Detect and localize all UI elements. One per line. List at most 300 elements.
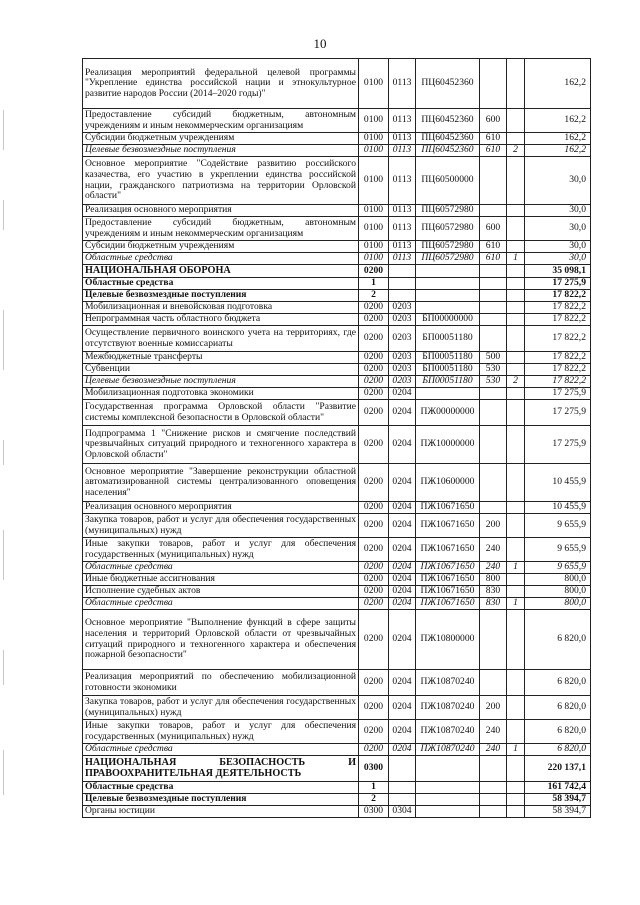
row-name: Целевые безвозмездные поступления xyxy=(83,794,359,806)
table-row xyxy=(83,562,591,574)
row-name: Подпрограмма 1 "Снижение рисков и смягчение последствий чрезвычайных ситуаций природного и техногенного характера в Орловской области" xyxy=(83,426,359,464)
row-name: Непрограммная часть областного бюджета xyxy=(83,314,359,326)
table-row xyxy=(83,290,591,302)
funding-source-code xyxy=(507,109,525,133)
section-code: 0300 xyxy=(359,806,389,818)
table-row xyxy=(83,376,591,388)
section-code: 0200 xyxy=(359,562,389,574)
expense-type-code: 240 xyxy=(480,744,507,756)
row-name: Мобилизационная и вневойсковая подготовка xyxy=(83,302,359,314)
funding-source-code xyxy=(507,514,525,538)
section-code: 1 xyxy=(359,782,389,794)
table-row xyxy=(83,352,591,364)
subsection-code: 0204 xyxy=(389,426,416,464)
row-name: Областные средства xyxy=(83,562,359,574)
subsection-code: 0204 xyxy=(389,610,416,670)
section-code: 0200 xyxy=(359,314,389,326)
section-code: 0200 xyxy=(359,744,389,756)
table-row xyxy=(83,241,591,253)
table-row xyxy=(83,364,591,376)
section-code: 0100 xyxy=(359,109,389,133)
amount: 800,0 xyxy=(525,586,591,598)
table-row xyxy=(83,302,591,314)
subsection-code xyxy=(389,782,416,794)
table-row xyxy=(83,314,591,326)
amount: 17 275,9 xyxy=(525,388,591,400)
row-name: Предоставление субсидий бюджетным, автономным учреждениям и иным некоммерческим организациям xyxy=(83,217,359,241)
subsection-code: 0113 xyxy=(389,157,416,205)
target-article-code: ПЖ10870240 xyxy=(416,720,480,744)
row-name: Реализация мероприятий по обеспечению мобилизационной готовности экономики xyxy=(83,670,359,696)
expense-type-code xyxy=(480,157,507,205)
expense-type-code: 200 xyxy=(480,514,507,538)
subsection-code: 0113 xyxy=(389,205,416,217)
expense-type-code: 240 xyxy=(480,720,507,744)
section-code: 2 xyxy=(359,794,389,806)
expense-type-code xyxy=(480,400,507,426)
table-row xyxy=(83,400,591,426)
table-row xyxy=(83,217,591,241)
row-name: Основное мероприятие "Выполнение функций в сфере защиты населения и территорий Орловской области от чрезвычайных ситуаций природного и техногенного характера и обеспечения пожарной безопасности" xyxy=(83,610,359,670)
target-article-code: ПЖ10671650 xyxy=(416,538,480,562)
row-name: Целевые безвозмездные поступления xyxy=(83,290,359,302)
subsection-code xyxy=(389,290,416,302)
funding-source-code: 1 xyxy=(507,744,525,756)
table-row xyxy=(83,756,591,782)
subsection-code: 0204 xyxy=(389,574,416,586)
section-code: 0100 xyxy=(359,253,389,265)
target-article-code: ПЦ60452360 xyxy=(416,133,480,145)
row-name: НАЦИОНАЛЬНАЯ БЕЗОПАСНОСТЬ И ПРАВООХРАНИТЕЛЬНАЯ ДЕЯТЕЛЬНОСТЬ xyxy=(83,756,359,782)
section-code: 0200 xyxy=(359,426,389,464)
expense-type-code: 830 xyxy=(480,598,507,610)
amount: 17 822,2 xyxy=(525,376,591,388)
table-row xyxy=(83,464,591,502)
table-row xyxy=(83,157,591,205)
section-code: 0200 xyxy=(359,326,389,352)
subsection-code: 0204 xyxy=(389,720,416,744)
expense-type-code xyxy=(480,502,507,514)
expense-type-code: 240 xyxy=(480,538,507,562)
target-article-code: ПЖ10671650 xyxy=(416,598,480,610)
amount: 17 822,2 xyxy=(525,302,591,314)
target-article-code: ПЖ10870240 xyxy=(416,696,480,720)
section-code: 0200 xyxy=(359,400,389,426)
table-row xyxy=(83,586,591,598)
funding-source-code: 1 xyxy=(507,598,525,610)
row-name: Реализация основного мероприятия xyxy=(83,502,359,514)
section-code: 0100 xyxy=(359,157,389,205)
target-article-code xyxy=(416,278,480,290)
subsection-code xyxy=(389,265,416,278)
budget-table xyxy=(82,58,591,818)
row-name: Реализация основного мероприятия xyxy=(83,205,359,217)
funding-source-code: 2 xyxy=(507,376,525,388)
amount: 35 098,1 xyxy=(525,265,591,278)
subsection-code: 0113 xyxy=(389,241,416,253)
expense-type-code xyxy=(480,794,507,806)
target-article-code: ПЖ10671650 xyxy=(416,586,480,598)
amount: 162,2 xyxy=(525,109,591,133)
expense-type-code: 610 xyxy=(480,145,507,157)
amount: 17 822,2 xyxy=(525,364,591,376)
section-code: 0200 xyxy=(359,376,389,388)
subsection-code: 0204 xyxy=(389,502,416,514)
expense-type-code xyxy=(480,59,507,109)
target-article-code xyxy=(416,302,480,314)
expense-type-code xyxy=(480,464,507,502)
subsection-code: 0113 xyxy=(389,145,416,157)
amount: 17 275,9 xyxy=(525,400,591,426)
amount: 10 455,9 xyxy=(525,464,591,502)
target-article-code: ПЦ60572980 xyxy=(416,253,480,265)
amount: 30,0 xyxy=(525,205,591,217)
funding-source-code xyxy=(507,59,525,109)
expense-type-code: 610 xyxy=(480,241,507,253)
expense-type-code xyxy=(480,610,507,670)
expense-type-code xyxy=(480,326,507,352)
target-article-code: ПЖ10671650 xyxy=(416,514,480,538)
target-article-code: ПЖ10671650 xyxy=(416,574,480,586)
target-article-code: ПЖ10870240 xyxy=(416,670,480,696)
funding-source-code xyxy=(507,586,525,598)
funding-source-code xyxy=(507,502,525,514)
amount: 9 655,9 xyxy=(525,514,591,538)
section-code: 0200 xyxy=(359,352,389,364)
subsection-code: 0204 xyxy=(389,514,416,538)
expense-type-code xyxy=(480,426,507,464)
subsection-code: 0204 xyxy=(389,538,416,562)
row-name: Областные средства xyxy=(83,278,359,290)
row-name: Осуществление первичного воинского учета на территориях, где отсутствуют военные комиссариаты xyxy=(83,326,359,352)
funding-source-code xyxy=(507,464,525,502)
table-row xyxy=(83,782,591,794)
section-code: 0200 xyxy=(359,538,389,562)
target-article-code xyxy=(416,265,480,278)
subsection-code: 0113 xyxy=(389,253,416,265)
amount: 6 820,0 xyxy=(525,670,591,696)
amount: 17 275,9 xyxy=(525,426,591,464)
amount: 6 820,0 xyxy=(525,720,591,744)
subsection-code: 0203 xyxy=(389,352,416,364)
expense-type-code: 530 xyxy=(480,376,507,388)
expense-type-code xyxy=(480,670,507,696)
funding-source-code: 1 xyxy=(507,562,525,574)
target-article-code: ПЖ10671650 xyxy=(416,502,480,514)
row-name: Субвенции xyxy=(83,364,359,376)
section-code: 0100 xyxy=(359,145,389,157)
amount: 58 394,7 xyxy=(525,794,591,806)
target-article-code xyxy=(416,290,480,302)
section-code: 0100 xyxy=(359,241,389,253)
row-name: Целевые безвозмездные поступления xyxy=(83,145,359,157)
section-code: 1 xyxy=(359,278,389,290)
target-article-code: ПЖ10600000 xyxy=(416,464,480,502)
page-number: 10 xyxy=(313,36,327,51)
expense-type-code: 610 xyxy=(480,133,507,145)
funding-source-code xyxy=(507,720,525,744)
expense-type-code: 500 xyxy=(480,352,507,364)
amount: 220 137,1 xyxy=(525,756,591,782)
section-code: 0200 xyxy=(359,464,389,502)
section-code: 0200 xyxy=(359,574,389,586)
row-name: Иные закупки товаров, работ и услуг для обеспечения государственных (муниципальных) нужд xyxy=(83,538,359,562)
target-article-code: ПЖ10870240 xyxy=(416,744,480,756)
funding-source-code xyxy=(507,400,525,426)
funding-source-code xyxy=(507,756,525,782)
amount: 17 275,9 xyxy=(525,278,591,290)
row-name: Межбюджетные трансферты xyxy=(83,352,359,364)
row-name: Целевые безвозмездные поступления xyxy=(83,376,359,388)
expense-type-code: 610 xyxy=(480,253,507,265)
section-code: 0100 xyxy=(359,59,389,109)
section-code: 0200 xyxy=(359,502,389,514)
target-article-code xyxy=(416,756,480,782)
funding-source-code xyxy=(507,352,525,364)
table-row xyxy=(83,205,591,217)
subsection-code: 0304 xyxy=(389,806,416,818)
amount: 17 822,2 xyxy=(525,290,591,302)
expense-type-code: 530 xyxy=(480,364,507,376)
row-name: Иные бюджетные ассигнования xyxy=(83,574,359,586)
expense-type-code xyxy=(480,388,507,400)
section-code: 0200 xyxy=(359,598,389,610)
table-body xyxy=(83,59,591,818)
expense-type-code: 600 xyxy=(480,109,507,133)
row-name: Реализация мероприятий федеральной целевой программы "Укрепление единства российской нации и этнокультурное развитие народов России (2014–2020 годы)" xyxy=(83,59,359,109)
target-article-code xyxy=(416,782,480,794)
subsection-code: 0113 xyxy=(389,133,416,145)
funding-source-code xyxy=(507,217,525,241)
target-article-code: ПЦ60572980 xyxy=(416,205,480,217)
table-row xyxy=(83,388,591,400)
target-article-code: БП00051180 xyxy=(416,364,480,376)
funding-source-code xyxy=(507,426,525,464)
row-name: Закупка товаров, работ и услуг для обеспечения государственных (муниципальных) нужд xyxy=(83,696,359,720)
table-row xyxy=(83,744,591,756)
amount: 17 822,2 xyxy=(525,352,591,364)
amount: 9 655,9 xyxy=(525,538,591,562)
section-code: 0100 xyxy=(359,217,389,241)
table-row xyxy=(83,133,591,145)
amount: 162,2 xyxy=(525,145,591,157)
funding-source-code xyxy=(507,157,525,205)
section-code: 0200 xyxy=(359,610,389,670)
funding-source-code xyxy=(507,574,525,586)
amount: 6 820,0 xyxy=(525,696,591,720)
target-article-code xyxy=(416,794,480,806)
funding-source-code xyxy=(507,610,525,670)
table-row xyxy=(83,610,591,670)
section-code: 0100 xyxy=(359,133,389,145)
subsection-code xyxy=(389,756,416,782)
subsection-code: 0203 xyxy=(389,326,416,352)
subsection-code: 0203 xyxy=(389,302,416,314)
target-article-code: ПЦ60452360 xyxy=(416,59,480,109)
amount: 10 455,9 xyxy=(525,502,591,514)
expense-type-code: 800 xyxy=(480,574,507,586)
target-article-code: БП00051180 xyxy=(416,326,480,352)
funding-source-code xyxy=(507,696,525,720)
section-code: 0200 xyxy=(359,265,389,278)
target-article-code: ПЦ60500000 xyxy=(416,157,480,205)
table-row xyxy=(83,59,591,109)
funding-source-code xyxy=(507,670,525,696)
expense-type-code xyxy=(480,756,507,782)
amount: 800,0 xyxy=(525,598,591,610)
funding-source-code xyxy=(507,314,525,326)
table-row xyxy=(83,598,591,610)
funding-source-code xyxy=(507,794,525,806)
table-row xyxy=(83,145,591,157)
table-row xyxy=(83,720,591,744)
section-code: 0200 xyxy=(359,514,389,538)
target-article-code xyxy=(416,806,480,818)
subsection-code: 0113 xyxy=(389,109,416,133)
target-article-code: БП00051180 xyxy=(416,352,480,364)
section-code: 0200 xyxy=(359,364,389,376)
expense-type-code xyxy=(480,314,507,326)
funding-source-code xyxy=(507,388,525,400)
expense-type-code: 600 xyxy=(480,217,507,241)
table-row xyxy=(83,253,591,265)
row-name: Областные средства xyxy=(83,253,359,265)
funding-source-code xyxy=(507,302,525,314)
subsection-code: 0113 xyxy=(389,59,416,109)
target-article-code: БП00000000 xyxy=(416,314,480,326)
amount: 30,0 xyxy=(525,157,591,205)
expense-type-code xyxy=(480,782,507,794)
row-name: Закупка товаров, работ и услуг для обеспечения государственных (муниципальных) нужд xyxy=(83,514,359,538)
row-name: Областные средства xyxy=(83,782,359,794)
subsection-code: 0204 xyxy=(389,598,416,610)
subsection-code: 0204 xyxy=(389,670,416,696)
subsection-code: 0204 xyxy=(389,696,416,720)
row-name: Областные средства xyxy=(83,598,359,610)
expense-type-code: 830 xyxy=(480,586,507,598)
target-article-code: ПЦ60572980 xyxy=(416,217,480,241)
target-article-code: ПЖ00000000 xyxy=(416,400,480,426)
table-row xyxy=(83,806,591,818)
target-article-code: ПЖ10000000 xyxy=(416,426,480,464)
scan-edge-marks xyxy=(3,110,9,810)
target-article-code: ПЖ10800000 xyxy=(416,610,480,670)
row-name: Мобилизационная подготовка экономики xyxy=(83,388,359,400)
subsection-code xyxy=(389,278,416,290)
target-article-code: ПЦ60452360 xyxy=(416,145,480,157)
section-code: 0200 xyxy=(359,720,389,744)
funding-source-code xyxy=(507,290,525,302)
amount: 58 394,7 xyxy=(525,806,591,818)
row-name: Государственная программа Орловской области "Развитие системы комплексной безопасности в Орловской области" xyxy=(83,400,359,426)
funding-source-code xyxy=(507,278,525,290)
funding-source-code xyxy=(507,205,525,217)
row-name: Основное мероприятие "Завершение реконструкции областной автоматизированной системы централизованного оповещения населения" xyxy=(83,464,359,502)
expense-type-code xyxy=(480,278,507,290)
amount: 162,2 xyxy=(525,59,591,109)
table-row xyxy=(83,502,591,514)
table-row xyxy=(83,426,591,464)
amount: 162,2 xyxy=(525,133,591,145)
funding-source-code xyxy=(507,782,525,794)
section-code: 0200 xyxy=(359,586,389,598)
table-row xyxy=(83,794,591,806)
table-row xyxy=(83,326,591,352)
amount: 30,0 xyxy=(525,217,591,241)
amount: 30,0 xyxy=(525,241,591,253)
expense-type-code xyxy=(480,265,507,278)
row-name: Иные закупки товаров, работ и услуг для обеспечения государственных (муниципальных) нужд xyxy=(83,720,359,744)
table-row xyxy=(83,109,591,133)
expense-type-code xyxy=(480,205,507,217)
section-code: 0200 xyxy=(359,696,389,720)
row-name: Областные средства xyxy=(83,744,359,756)
row-name: Органы юстиции xyxy=(83,806,359,818)
table-row xyxy=(83,538,591,562)
subsection-code: 0113 xyxy=(389,217,416,241)
funding-source-code xyxy=(507,538,525,562)
table-row xyxy=(83,670,591,696)
row-name: Основное мероприятие "Содействие развитию российского казачества, его участию в укреплении единства российской нации, гражданского патриотизма на территории Орловской области" xyxy=(83,157,359,205)
amount: 161 742,4 xyxy=(525,782,591,794)
table-row xyxy=(83,574,591,586)
funding-source-code xyxy=(507,265,525,278)
row-name: НАЦИОНАЛЬНАЯ ОБОРОНА xyxy=(83,265,359,278)
table-row xyxy=(83,696,591,720)
subsection-code xyxy=(389,794,416,806)
funding-source-code xyxy=(507,326,525,352)
target-article-code: ПЦ60452360 xyxy=(416,109,480,133)
amount: 9 655,9 xyxy=(525,562,591,574)
table-row xyxy=(83,514,591,538)
target-article-code: БП00051180 xyxy=(416,376,480,388)
section-code: 2 xyxy=(359,290,389,302)
subsection-code: 0204 xyxy=(389,464,416,502)
amount: 30,0 xyxy=(525,253,591,265)
target-article-code: ПЦ60572980 xyxy=(416,241,480,253)
expense-type-code xyxy=(480,806,507,818)
row-name: Субсидии бюджетным учреждениям xyxy=(83,241,359,253)
table-row xyxy=(83,278,591,290)
amount: 6 820,0 xyxy=(525,610,591,670)
subsection-code: 0204 xyxy=(389,744,416,756)
subsection-code: 0204 xyxy=(389,586,416,598)
subsection-code: 0204 xyxy=(389,388,416,400)
expense-type-code xyxy=(480,302,507,314)
section-code: 0200 xyxy=(359,302,389,314)
row-name: Предоставление субсидий бюджетным, автономным учреждениям и иным некоммерческим организациям xyxy=(83,109,359,133)
expense-type-code: 200 xyxy=(480,696,507,720)
subsection-code: 0203 xyxy=(389,314,416,326)
section-code: 0200 xyxy=(359,388,389,400)
expense-type-code xyxy=(480,290,507,302)
amount: 17 822,2 xyxy=(525,314,591,326)
subsection-code: 0203 xyxy=(389,364,416,376)
funding-source-code: 1 xyxy=(507,253,525,265)
expense-type-code: 240 xyxy=(480,562,507,574)
row-name: Исполнение судебных актов xyxy=(83,586,359,598)
target-article-code: ПЖ10671650 xyxy=(416,562,480,574)
funding-source-code xyxy=(507,241,525,253)
table-row xyxy=(83,265,591,278)
amount: 800,0 xyxy=(525,574,591,586)
subsection-code: 0203 xyxy=(389,376,416,388)
amount: 6 820,0 xyxy=(525,744,591,756)
funding-source-code: 2 xyxy=(507,145,525,157)
subsection-code: 0204 xyxy=(389,400,416,426)
funding-source-code xyxy=(507,364,525,376)
row-name: Субсидии бюджетным учреждениям xyxy=(83,133,359,145)
